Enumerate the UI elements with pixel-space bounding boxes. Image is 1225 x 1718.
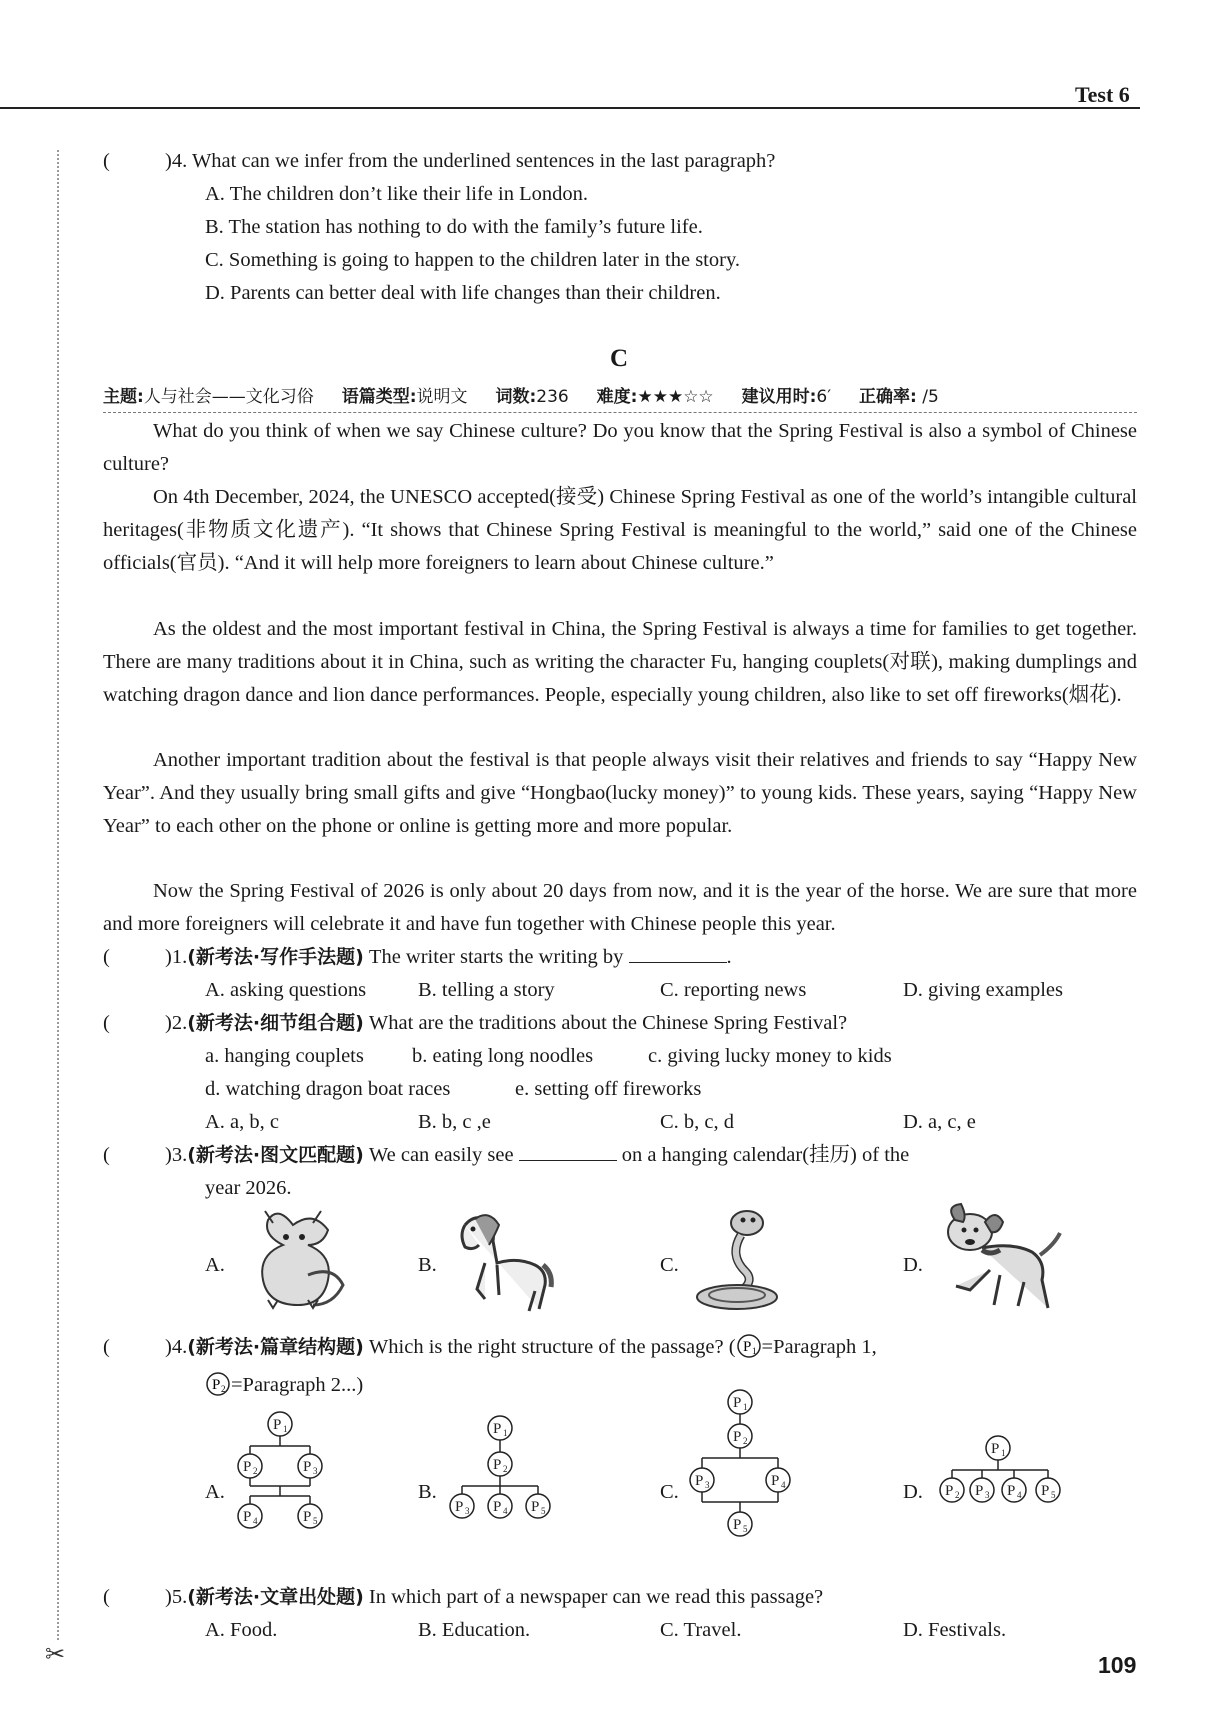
option-b: B. b, c ,e [418,1111,491,1133]
answer-paren[interactable]: ( [103,946,110,968]
option-a: A. a, b, c [205,1111,280,1133]
svg-text:2: 2 [253,1466,258,1476]
answer-paren[interactable]: ( [103,1012,110,1034]
svg-text:2: 2 [221,1384,226,1394]
svg-text:P: P [531,1499,540,1515]
svg-text:P: P [1007,1483,1016,1499]
option-d: D. Parents can better deal with life changes than their children. [205,282,721,304]
option-b: B. telling a story [418,979,555,1001]
answer-paren[interactable]: ( [103,1144,110,1166]
question-stem: The writer starts the writing by [368,946,624,968]
svg-text:P: P [273,1417,282,1433]
option-d: D. a, c, e [903,1111,976,1133]
answer-blank[interactable] [629,944,727,963]
option-b: B. The station has nothing to do with the family’s future life. [205,216,703,238]
svg-text:1: 1 [283,1424,288,1434]
question-tag: (新考法·文章出处题) [187,1586,364,1608]
question-stem: Which is the right structure of the passage? ( [368,1336,736,1358]
svg-text:P: P [493,1457,502,1473]
answer-paren[interactable]: ( [103,150,110,172]
svg-text:4: 4 [781,1480,786,1490]
structure-diagram-a [225,1408,345,1558]
svg-text:3: 3 [985,1490,990,1500]
svg-text:2: 2 [743,1436,748,1446]
svg-text:P: P [733,1517,742,1533]
question-tag: (新考法·写作手法题) [187,946,364,968]
svg-text:P: P [1041,1483,1050,1499]
question-tag: (新考法·篇章结构题) [187,1336,364,1358]
snake-picture [685,1205,795,1315]
svg-text:5: 5 [743,1524,748,1534]
svg-text:P: P [243,1459,252,1475]
section-title: C [610,345,629,372]
structure-diagram-c [680,1386,810,1566]
option-c: C. reporting news [660,979,807,1001]
item-d: d. watching dragon boat races [205,1078,451,1100]
svg-text:P: P [243,1509,252,1525]
svg-text:3: 3 [705,1480,710,1490]
question-number: )4. [165,1336,188,1358]
structure-diagram-b [440,1412,570,1552]
svg-text:P: P [991,1441,1000,1457]
svg-text:P: P [695,1473,704,1489]
option-a: A. Food. [205,1619,278,1641]
option-b: B. Education. [418,1619,531,1641]
svg-text:4: 4 [503,1506,508,1516]
option-c: C. [660,1254,679,1276]
svg-text:P: P [975,1483,984,1499]
cut-line [57,150,59,1640]
paragraph-2: On 4th December, 2024, the UNESCO accepted(接受) Chinese Spring Festival as one of the world’s intangible cultural heritages(非物质文化遗产). “It shows that Chinese Spring Festival is meaningful to the world,” said one of the Chinese officials(官员). “And it will help more foreigners to learn about Chinese culture.” [103,486,1137,574]
answer-blank[interactable] [519,1142,617,1161]
svg-text:5: 5 [541,1506,546,1516]
question-stem: )4. What can we infer from the underlined sentences in the last paragraph? [165,150,776,172]
option-a: A. asking questions [205,979,367,1001]
item-c: c. giving lucky money to kids [648,1045,892,1067]
option-d: D. [903,1254,923,1276]
question-tag: (新考法·细节组合题) [187,1012,364,1034]
svg-text:5: 5 [313,1516,318,1526]
svg-text:3: 3 [465,1506,470,1516]
paragraph-4: Another important tradition about the festival is that people always visit their relatives and friends to say “Happy New Year”. And they usually bring small gifts and give “Hongbao(lucky money)” to young kids. These years, saying “Happy New Year” to each other on the phone or online is getting more and more popular. [103,749,1137,837]
svg-text:4: 4 [253,1516,258,1526]
svg-text:2: 2 [955,1490,960,1500]
p1-node-icon [736,1333,762,1359]
option-c: C. Something is going to happen to the children later in the story. [205,249,741,271]
test-label: Test 6 [1075,82,1130,107]
item-a: a. hanging couplets [205,1045,364,1067]
paragraph-1: What do you think of when we say Chinese culture? Do you know that the Spring Festival is also a symbol of Chinese culture? [103,420,1137,475]
option-c: C. [660,1481,679,1503]
svg-text:P: P [771,1473,780,1489]
question-number: )3. [165,1144,188,1166]
horse-picture [445,1205,555,1315]
svg-text:P: P [303,1459,312,1475]
paragraph-5: Now the Spring Festival of 2026 is only about 20 days from now, and it is the year of the horse. We are sure that more and more foreigners will celebrate it and have fun together with Chinese people this year. [103,880,1137,935]
section-meta: 主题:人与社会——文化习俗 语篇类型:说明文 词数:236 难度:★★★☆☆ 建议用时:6′ 正确率: /5 [103,384,1137,413]
svg-text:1: 1 [743,1402,748,1412]
svg-text:1: 1 [503,1428,508,1438]
header-divider [0,107,1140,109]
question-stem: We can easily see [368,1144,514,1166]
answer-paren[interactable]: ( [103,1336,110,1358]
svg-text:P: P [455,1499,464,1515]
question-stem: What are the traditions about the Chinese Spring Festival? [368,1012,848,1034]
p2-node-icon [205,1371,231,1397]
svg-text:P: P [733,1429,742,1445]
answer-paren[interactable]: ( [103,1586,110,1608]
svg-text:P: P [945,1483,954,1499]
question-number: )1. [165,946,188,968]
paragraph-3: As the oldest and the most important festival in China, the Spring Festival is always a time for families to get together. There are many traditions about it in China, such as writing the character Fu, hanging couplets(对联), making dumplings and watching dragon dance and lion dance performances. People, especially young children, also like to set off fireworks(烟花). [103,618,1137,706]
item-e: e. setting off fireworks [515,1078,702,1100]
option-b: B. [418,1481,437,1503]
svg-text:2: 2 [503,1464,508,1474]
svg-text:3: 3 [313,1466,318,1476]
scissors-icon: ✂ [45,1642,66,1668]
question-tag: (新考法·图文匹配题) [187,1144,364,1166]
option-b: B. [418,1254,437,1276]
svg-text:4: 4 [1017,1490,1022,1500]
item-b: b. eating long noodles [412,1045,594,1067]
question-stem: In which part of a newspaper can we read this passage? [368,1586,824,1608]
page-number: 109 [1098,1652,1137,1678]
svg-text:1: 1 [1001,1448,1006,1458]
dragon-picture [238,1205,348,1315]
svg-text:P: P [303,1509,312,1525]
question-number: )5. [165,1586,188,1608]
option-a: A. [205,1254,225,1276]
option-c: C. b, c, d [660,1111,735,1133]
svg-text:P: P [212,1377,221,1393]
structure-diagram-d [930,1432,1070,1532]
question-number: )2. [165,1012,188,1034]
svg-text:P: P [493,1421,502,1437]
dog-picture [930,1200,1070,1320]
option-a: A. [205,1481,225,1503]
option-d: D. Festivals. [903,1619,1007,1641]
option-d: D. giving examples [903,979,1063,1001]
svg-text:P: P [733,1395,742,1411]
option-c: C. Travel. [660,1619,742,1641]
option-d: D. [903,1481,923,1503]
option-a: A. The children don’t like their life in London. [205,183,588,205]
svg-text:P: P [742,1339,751,1355]
svg-text:1: 1 [751,1346,757,1356]
svg-text:P: P [493,1499,502,1515]
svg-text:5: 5 [1051,1490,1056,1500]
